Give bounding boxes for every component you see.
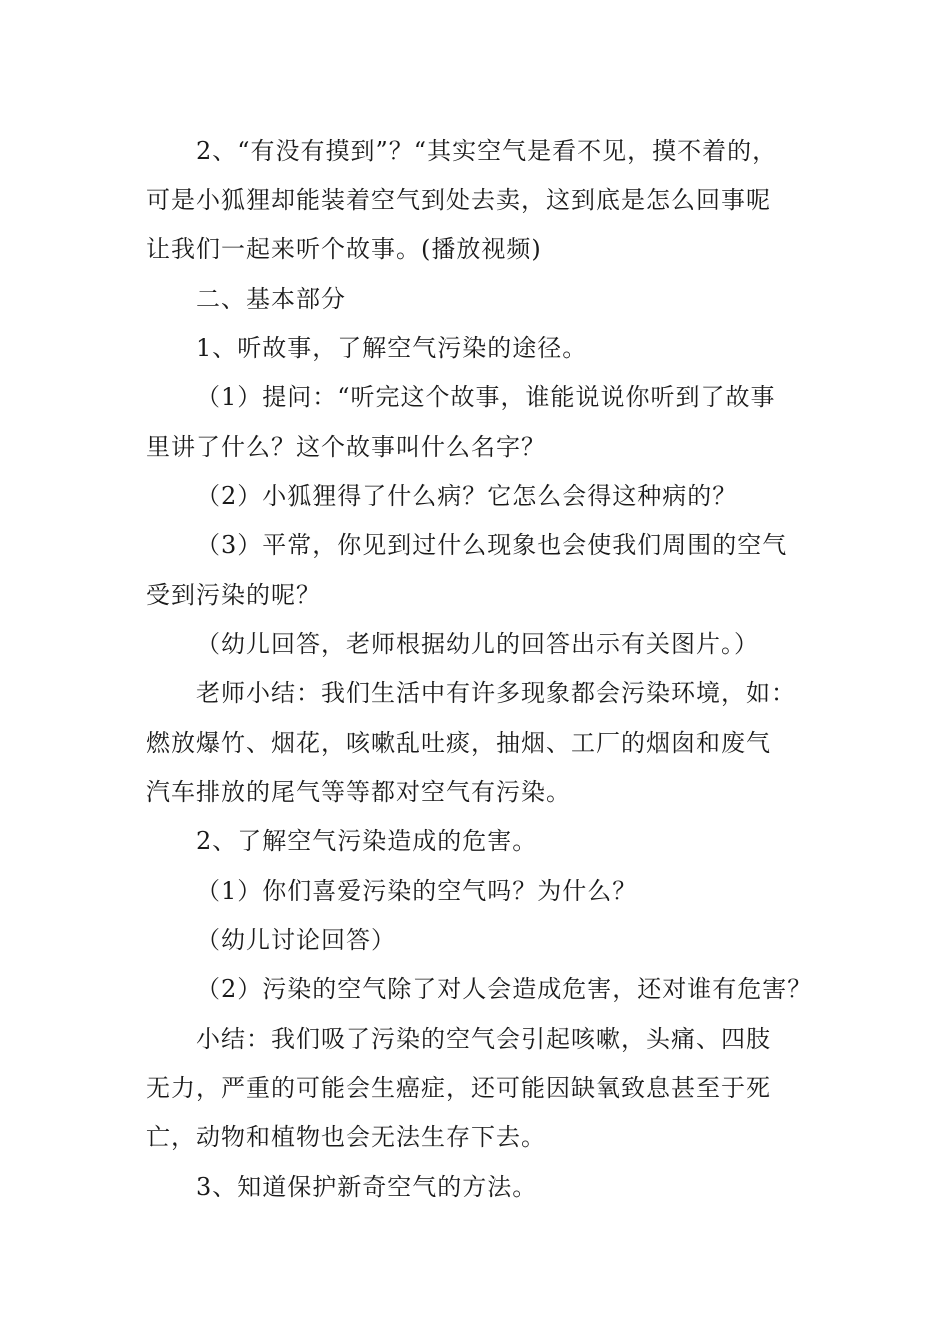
text-line: 汽车排放的尾气等等都对空气有污染。 [146, 778, 571, 806]
text-line: 无力，严重的可能会生癌症，还可能因缺氧致息甚至于死 [146, 1074, 771, 1102]
text-line: （1）你们喜爱污染的空气吗？为什么？ [196, 877, 638, 905]
text-line: 小结：我们吸了污染的空气会引起咳嗽，头痛、四肢 [196, 1025, 771, 1053]
text-line: 1、听故事，了解空气污染的途径。 [196, 334, 588, 362]
text-line: 2、了解空气污染造成的危害。 [196, 827, 538, 855]
text-line: 受到污染的呢？ [146, 581, 321, 609]
text-line: （2）污染的空气除了对人会造成危害，还对谁有危害？ [196, 975, 813, 1003]
text-line: 可是小狐狸却能装着空气到处去卖，这到底是怎么回事呢 [146, 186, 771, 214]
text-line: （3）平常，你见到过什么现象也会使我们周围的空气 [196, 531, 788, 559]
text-line: （2）小狐狸得了什么病？它怎么会得这种病的？ [196, 482, 738, 510]
section-heading: 二、基本部分 [196, 285, 346, 313]
text-line: 燃放爆竹、烟花，咳嗽乱吐痰，抽烟、工厂的烟囱和废气 [146, 729, 771, 757]
text-line: （幼儿回答，老师根据幼儿的回答出示有关图片。） [196, 630, 759, 658]
text-line: （1）提问：“听完这个故事，谁能说说你听到了故事 [196, 383, 776, 411]
text-line: 2、“有没有摸到”？“其实空气是看不见，摸不着的， [196, 137, 778, 165]
text-line: 里讲了什么？这个故事叫什么名字？ [146, 433, 546, 461]
text-line: 让我们一起来听个故事。(播放视频) [146, 235, 542, 263]
text-line: 老师小结：我们生活中有许多现象都会污染环境，如： [196, 679, 796, 707]
text-line: 亡，动物和植物也会无法生存下去。 [146, 1123, 546, 1151]
text-line: 3、知道保护新奇空气的方法。 [196, 1173, 538, 1201]
text-line: （幼儿讨论回答） [196, 926, 396, 954]
